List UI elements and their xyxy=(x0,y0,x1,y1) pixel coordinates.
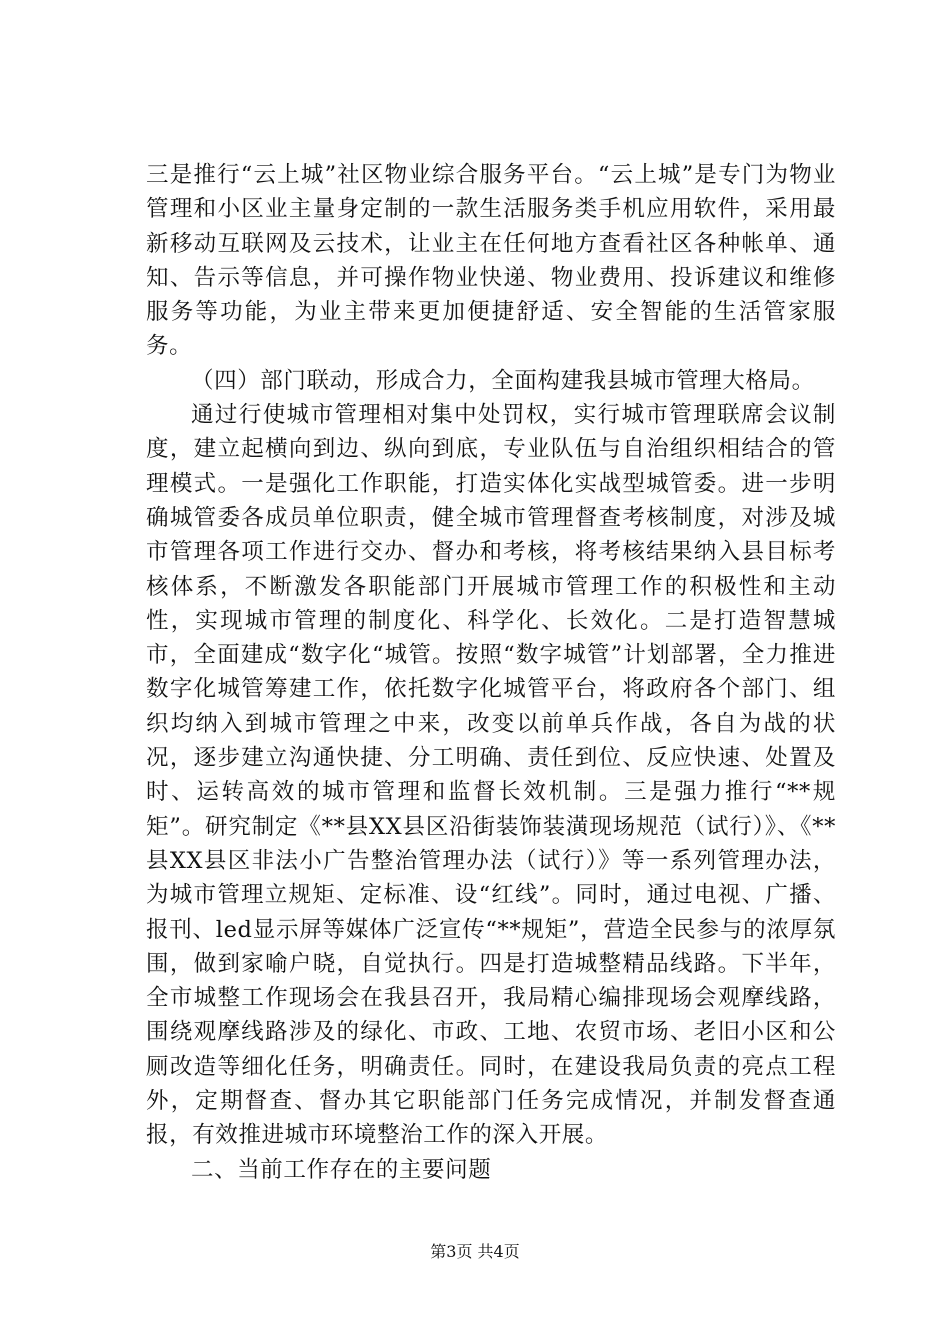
document-body xyxy=(146,158,836,1187)
section-heading-four: （四）部门联动，形成合力，全面构建我县城市管理大格局。 xyxy=(191,367,815,394)
paragraph-platform: 三是推行“云上城”社区物业综合服务平台。“云上城”是专门为物业管理和小区业主量身定制的一款生活服务类手机应用软件，采用最新移动互联网及云技术，让业主在任何地方查看社区各种帐单、通知、告示等信息，并可操作物业快递、物业费用、投诉建议和维修服务等功能，为业主带来更加便捷舒适、安全智能的生活管家服务。 xyxy=(146,162,836,360)
page-footer xyxy=(0,1242,950,1262)
section-heading-problems: 二、当前工作存在的主要问题 xyxy=(191,1156,492,1183)
page-number-label: 第3页 共4页 xyxy=(430,1242,520,1261)
paragraph-coordination: 通过行使城市管理相对集中处罚权，实行城市管理联席会议制度，建立起横向到边、纵向到底，专业队伍与自治组织相结合的管理模式。一是强化工作职能，打造实体化实战型城管委。进一步明确城管委各成员单位职责，健全城市管理督查考核制度，对涉及城市管理各项工作进行交办、督办和考核，将考核结果纳入县目标考核体系，不断激发各职能部门开展城市管理工作的积极性和主动性，实现城市管理的制度化、科学化、长效化。二是打造智慧城市，全面建成“数字化“城管。按照“数字城管”计划部署，全力推进数字化城管筹建工作，依托数字化城管平台，将政府各个部门、组织均纳入到城市管理之中来，改变以前单兵作战，各自为战的状况，逐步建立沟通快捷、分工明确、责任到位、反应快速、处置及时、运转高效的城市管理和监督长效机制。三是强力推行“**规矩”。研究制定《**县XX县区沿街装饰装潢现场规范（试行）》、《**县XX县区非法小广告整治管理办法（试行）》等一系列管理办法，为城市管理立规矩、定标准、设“红线”。同时，通过电视、广播、报刊、led显示屏等媒体广泛宣传“**规矩”，营造全民参与的浓厚氛围，做到家喻户晓，自觉执行。四是打造城整精品线路。下半年，全市城整工作现场会在我县召开，我局精心编排现场会观摩线路，围绕观摩线路涉及的绿化、市政、工地、农贸市场、老旧小区和公厕改造等细化任务，明确责任。同时，在建设我局负责的亮点工程外，定期督查、督办其它职能部门任务完成情况，并制发督查通报，有效推进城市环境整治工作的深入开展。 xyxy=(146,402,836,1149)
